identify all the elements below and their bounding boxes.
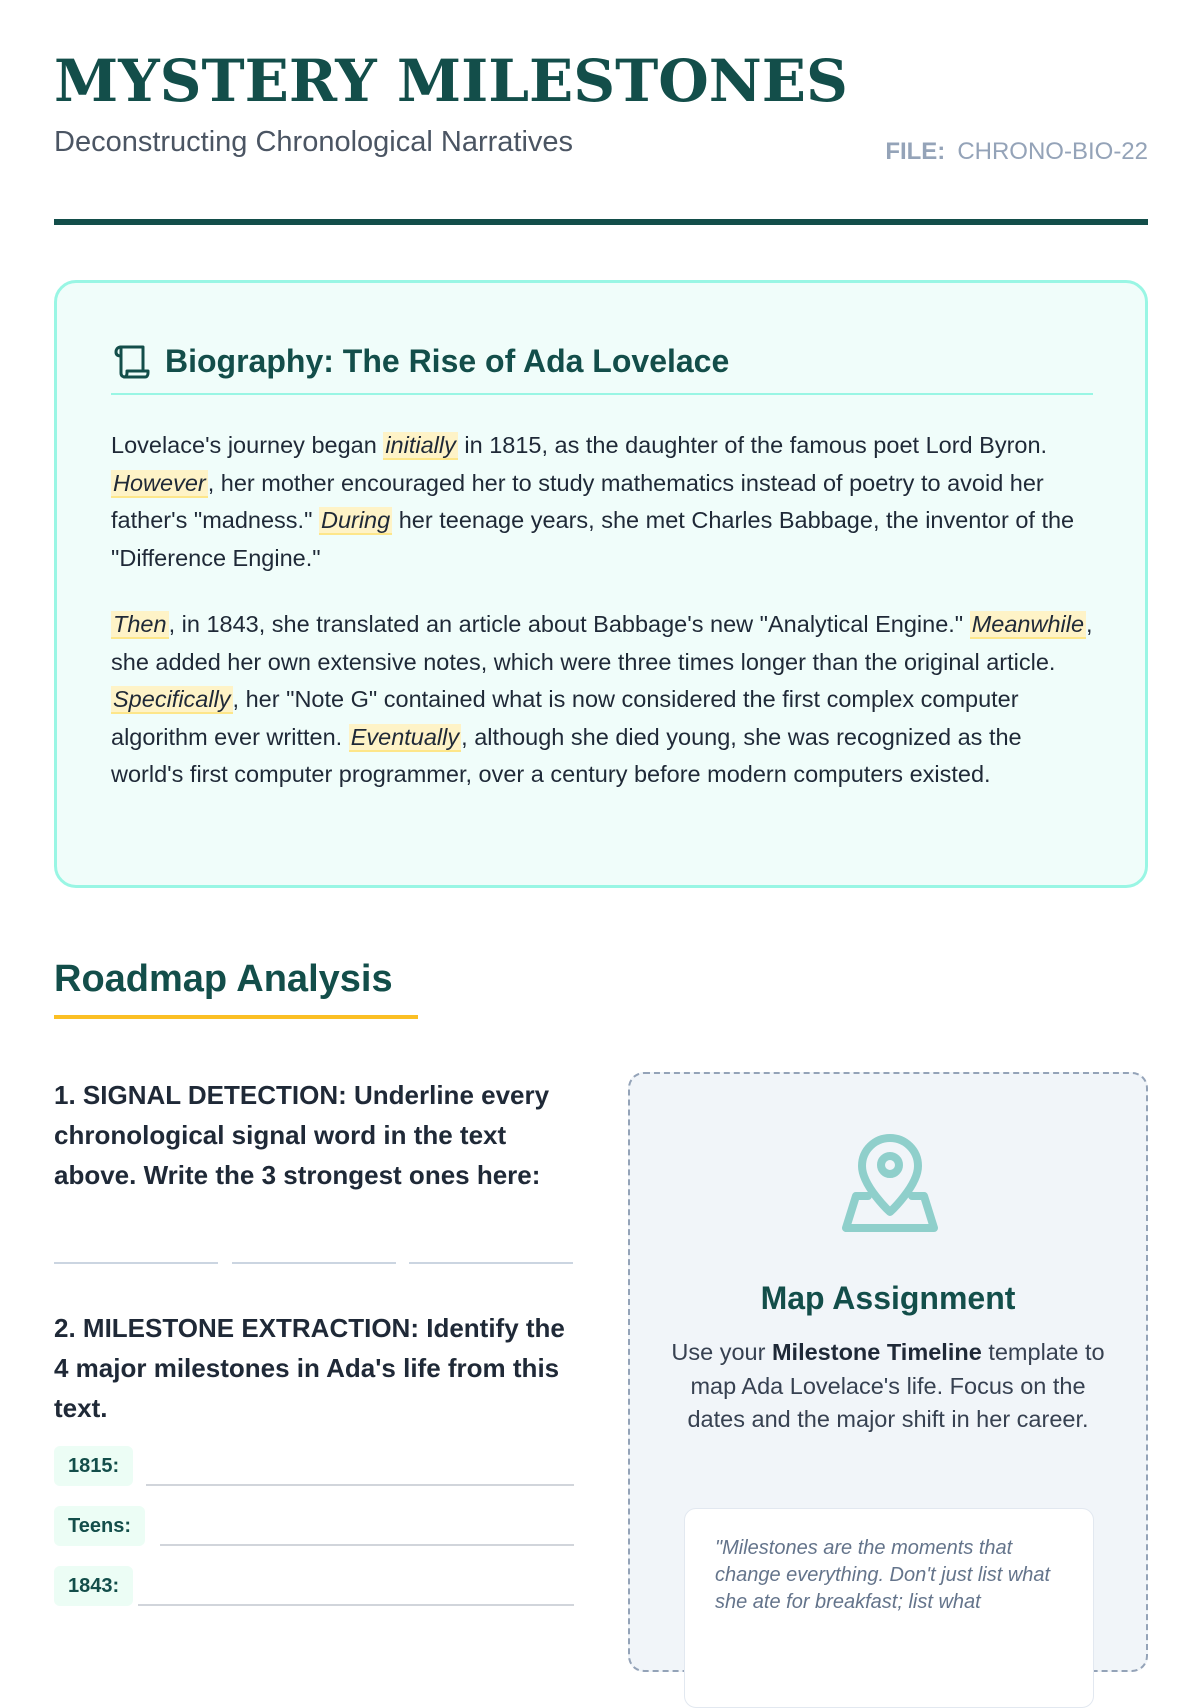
- desc-segment: Use your: [671, 1339, 772, 1365]
- signal-word: Eventually: [350, 723, 460, 750]
- signal-word: However: [113, 469, 206, 496]
- question-milestone-extraction: 2. MILESTONE EXTRACTION: Identify the 4 major milestones in Ada's life from this text.: [54, 1313, 565, 1423]
- milestone-answer-line[interactable]: [138, 1604, 574, 1606]
- signal-word: Specifically: [113, 686, 231, 712]
- milestone-answer-line[interactable]: [160, 1544, 574, 1546]
- text-segment: her teenage years, she met Charles Babbage, the inventor of the "Difference Engine.": [111, 507, 1075, 571]
- map-assignment-card: [628, 1072, 1148, 1672]
- answer-blank-3[interactable]: [409, 1262, 573, 1264]
- file-label: FILE:: [885, 138, 946, 165]
- answer-blank-2[interactable]: [232, 1262, 396, 1264]
- text-segment: , her mother encouraged her to study mathematics instead of poetry to avoid her father's "madness.": [111, 469, 1044, 533]
- milestone-row: [54, 1566, 574, 1610]
- signal-word: During: [320, 507, 391, 533]
- milestone-tag: 1843:: [54, 1566, 133, 1606]
- quote-box: [684, 1508, 1094, 1708]
- milestone-tag: Teens:: [54, 1506, 145, 1546]
- page-title: MYSTERY MILESTONES: [54, 47, 848, 115]
- text-segment: , in 1843, she translated an article about Babbage's new "Analytical Engine.": [168, 611, 970, 637]
- signal-word: initially: [385, 432, 456, 458]
- answer-blank-1[interactable]: [54, 1262, 218, 1264]
- file-reference: [885, 138, 1148, 166]
- signal-word: Then: [113, 611, 167, 637]
- roadmap-title: Roadmap Analysis: [54, 958, 393, 1000]
- milestone-row: [54, 1506, 574, 1550]
- biography-paragraph-1: [111, 427, 1095, 577]
- header-divider: [54, 219, 1148, 225]
- question-signal-detection: 1. SIGNAL DETECTION: Underline every chronological signal word in the text above. Write the 3 strongest ones here:: [54, 1080, 550, 1190]
- biography-title: Biography: The Rise of Ada Lovelace: [165, 343, 730, 379]
- text-segment: Lovelace's journey began: [111, 432, 384, 458]
- milestone-tag: 1815:: [54, 1446, 133, 1486]
- text-segment: , although she died young, she was recognized as the world's first computer programmer, over a century before modern computers existed.: [111, 723, 1022, 787]
- page-subtitle: Deconstructing Chronological Narratives: [54, 126, 574, 158]
- file-id: CHRONO-BIO-22: [957, 138, 1148, 165]
- milestone-row: [54, 1446, 574, 1490]
- text-segment: in 1815, as the daughter of the famous poet Lord Byron.: [457, 432, 1048, 458]
- text-segment: , her "Note G" contained what is now considered the first complex computer algorithm ever written.: [111, 686, 1019, 750]
- desc-emphasis: Milestone Timeline: [771, 1339, 982, 1365]
- text-segment: , she added her own extensive notes, which were three times longer than the original article.: [111, 611, 1093, 675]
- map-assignment-description: [660, 1336, 1116, 1437]
- quote-text: "Milestones are the moments that change everything. Don't just list what she ate for breakfast; list what: [715, 1537, 1051, 1613]
- signal-word: Meanwhile: [971, 611, 1085, 637]
- roadmap-underline: [54, 1015, 418, 1019]
- map-assignment-title: Map Assignment: [760, 1280, 1016, 1316]
- milestone-answer-line[interactable]: [146, 1484, 574, 1486]
- biography-header: [111, 341, 1093, 395]
- biography-paragraph-2: [111, 606, 1095, 794]
- biography-card: [54, 280, 1148, 888]
- desc-segment: template to map Ada Lovelace's life. Focus on the dates and the major shift in her career.: [687, 1339, 1105, 1432]
